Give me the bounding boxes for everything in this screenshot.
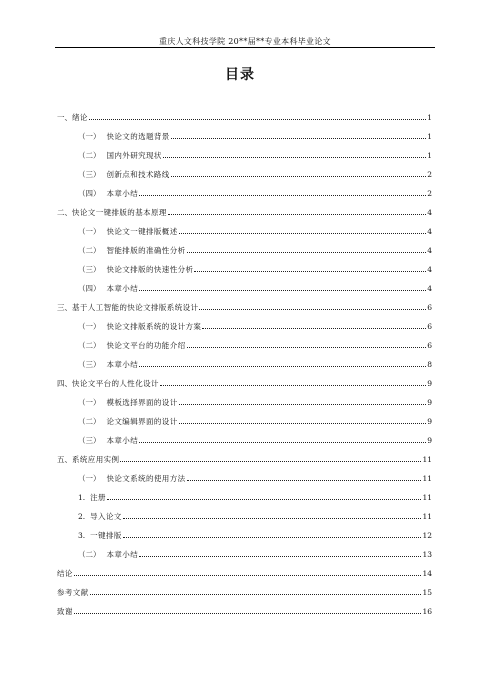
toc-entry[interactable] <box>78 189 432 199</box>
toc-number: （一） <box>78 474 101 483</box>
toc-page-number: 9 <box>427 379 432 388</box>
toc-leader <box>74 575 422 576</box>
toc-page-number: 6 <box>427 303 432 312</box>
toc-title: 快论文一键排版概述 <box>106 227 178 236</box>
toc-entry[interactable] <box>78 512 432 522</box>
toc-leader <box>163 157 426 158</box>
toc-entry[interactable] <box>78 284 432 294</box>
toc-page-number: 9 <box>427 417 432 426</box>
toc-title: 绪论 <box>72 113 88 122</box>
toc-page-number: 6 <box>427 341 432 350</box>
toc-leader <box>179 423 427 424</box>
toc-title: 快论文平台的人性化设计 <box>72 379 159 388</box>
toc-number: （二） <box>78 151 101 160</box>
toc-page-number: 4 <box>427 208 432 217</box>
toc-page-number: 4 <box>427 227 432 236</box>
toc-number: （三） <box>78 170 101 179</box>
toc-page-number: 4 <box>427 284 432 293</box>
toc-title: 论文编辑界面的设计 <box>106 417 178 426</box>
toc-title: 参考文献 <box>57 588 89 597</box>
toc-entry[interactable] <box>78 417 432 427</box>
toc-number: （一） <box>78 227 101 236</box>
toc-entry[interactable] <box>57 607 432 617</box>
toc-entry[interactable] <box>57 208 432 218</box>
toc-title: 快论文的选题背景 <box>106 132 170 141</box>
toc-number: （四） <box>78 284 101 293</box>
toc-entry[interactable] <box>78 341 432 351</box>
toc-title: 智能排版的准确性分析 <box>106 246 186 255</box>
toc-leader <box>171 138 427 139</box>
toc-leader <box>187 252 427 253</box>
toc-leader <box>194 271 426 272</box>
toc-number: （三） <box>78 265 101 274</box>
toc-title: 本章小结 <box>106 284 139 293</box>
toc-entry[interactable] <box>57 303 432 313</box>
toc-leader <box>187 480 422 481</box>
toc-page-number: 9 <box>427 398 432 407</box>
toc-page-number: 2 <box>427 170 432 179</box>
toc-leader <box>187 347 427 348</box>
toc-page-number: 8 <box>427 360 432 369</box>
toc-entry[interactable] <box>78 360 432 370</box>
header-divider <box>55 47 435 48</box>
toc-page-number: 15 <box>422 588 432 597</box>
toc-title: 国内外研究现状 <box>106 151 162 160</box>
toc-entry[interactable] <box>78 474 432 484</box>
toc-entry[interactable] <box>78 398 432 408</box>
toc-entry[interactable] <box>78 531 432 541</box>
toc-page-number: 1 <box>427 132 432 141</box>
toc-number: 1. <box>78 493 86 502</box>
toc-title: 快论文排版的快速性分析 <box>106 265 194 274</box>
toc-entry[interactable] <box>57 379 432 389</box>
toc-number: 四、 <box>57 379 72 388</box>
toc-number: （四） <box>78 189 101 198</box>
toc-number: 2. <box>78 512 86 521</box>
toc-entry[interactable] <box>57 455 432 465</box>
toc-leader <box>123 518 422 519</box>
toc-leader <box>107 499 421 500</box>
toc-page-number: 11 <box>422 455 432 464</box>
toc-number: 3. <box>78 531 86 540</box>
toc-leader <box>90 594 422 595</box>
toc-entry[interactable] <box>78 246 432 256</box>
toc-page-number: 9 <box>427 436 432 445</box>
toc-title: 基于人工智能的快论文排版系统设计 <box>72 303 199 312</box>
toc-number: （二） <box>78 550 101 559</box>
toc-page-number: 11 <box>422 512 432 521</box>
toc-page-number: 2 <box>427 189 432 198</box>
toc-number: （三） <box>78 360 101 369</box>
toc-leader <box>74 613 422 614</box>
toc-page-number: 1 <box>427 151 432 160</box>
toc-number: 三、 <box>57 303 72 312</box>
toc-entry[interactable] <box>78 436 432 446</box>
toc-page-number: 12 <box>422 531 432 540</box>
toc-title: 快论文排版系统的设计方案 <box>106 322 202 331</box>
toc-title: 注册 <box>90 493 106 502</box>
toc-title: 快论文一键排版的基本原理 <box>72 208 167 217</box>
toc-entry[interactable] <box>78 493 432 503</box>
toc-page-number: 6 <box>427 322 432 331</box>
toc-title: 导入论文 <box>90 512 122 521</box>
toc-page-number: 1 <box>427 113 432 122</box>
toc-title: 模板选择界面的设计 <box>106 398 178 407</box>
toc-page-number: 4 <box>427 246 432 255</box>
toc-number: （一） <box>78 132 101 141</box>
toc-entry[interactable] <box>78 132 432 142</box>
toc-leader <box>179 233 427 234</box>
toc-number: 二、 <box>57 208 72 217</box>
toc-number: 五、 <box>57 455 72 464</box>
toc-entry[interactable] <box>78 550 432 560</box>
toc-page-number: 14 <box>422 569 432 578</box>
toc-page-number: 4 <box>427 265 432 274</box>
toc-title: 致谢 <box>57 607 73 616</box>
toc-leader <box>139 366 426 367</box>
toc-entry[interactable] <box>78 151 432 161</box>
toc-leader <box>139 442 426 443</box>
toc-title: 快论文系统的使用方法 <box>106 474 186 483</box>
toc-title: 本章小结 <box>106 550 139 559</box>
toc-number: （三） <box>78 436 101 445</box>
toc-leader <box>171 176 427 177</box>
toc-number: （二） <box>78 341 101 350</box>
toc-page-number: 11 <box>422 474 432 483</box>
toc-title: 系统应用实例 <box>72 455 120 464</box>
toc-number: （一） <box>78 398 101 407</box>
toc-leader <box>199 309 426 310</box>
toc-page-number: 11 <box>422 493 432 502</box>
toc-entry[interactable] <box>78 265 432 275</box>
toc-title: 本章小结 <box>106 189 139 198</box>
toc-leader <box>120 461 421 462</box>
toc-title: 创新点和技术路线 <box>106 170 170 179</box>
toc-page-number: 13 <box>422 550 432 559</box>
toc-entry[interactable] <box>57 588 432 598</box>
toc-title: 一键排版 <box>90 531 122 540</box>
toc-entry[interactable] <box>57 569 432 579</box>
toc-title: 本章小结 <box>106 436 139 445</box>
toc-leader <box>123 537 422 538</box>
toc-entry[interactable] <box>78 322 432 332</box>
toc-number: （一） <box>78 322 101 331</box>
page-header: 重庆人文科技学院 20**届**专业本科毕业论文 <box>159 37 331 46</box>
toc-number: （二） <box>78 246 101 255</box>
toc-page-number: 16 <box>422 607 432 616</box>
toc-leader <box>89 119 426 120</box>
toc-leader <box>202 328 426 329</box>
toc-leader <box>179 404 427 405</box>
toc-number: 一、 <box>57 113 72 122</box>
toc-leader <box>160 385 426 386</box>
toc-number: （二） <box>78 417 101 426</box>
toc-leader <box>139 556 421 557</box>
toc-entry[interactable] <box>78 170 432 180</box>
page-title: 目录 <box>225 67 255 83</box>
toc-title: 本章小结 <box>106 360 139 369</box>
toc-title: 快论文平台的功能介绍 <box>106 341 186 350</box>
toc-leader <box>139 195 426 196</box>
toc-entry[interactable] <box>78 227 432 237</box>
toc-leader <box>139 290 426 291</box>
toc-title: 结论 <box>57 569 73 578</box>
toc-leader <box>168 214 426 215</box>
toc-entry[interactable] <box>57 113 432 123</box>
